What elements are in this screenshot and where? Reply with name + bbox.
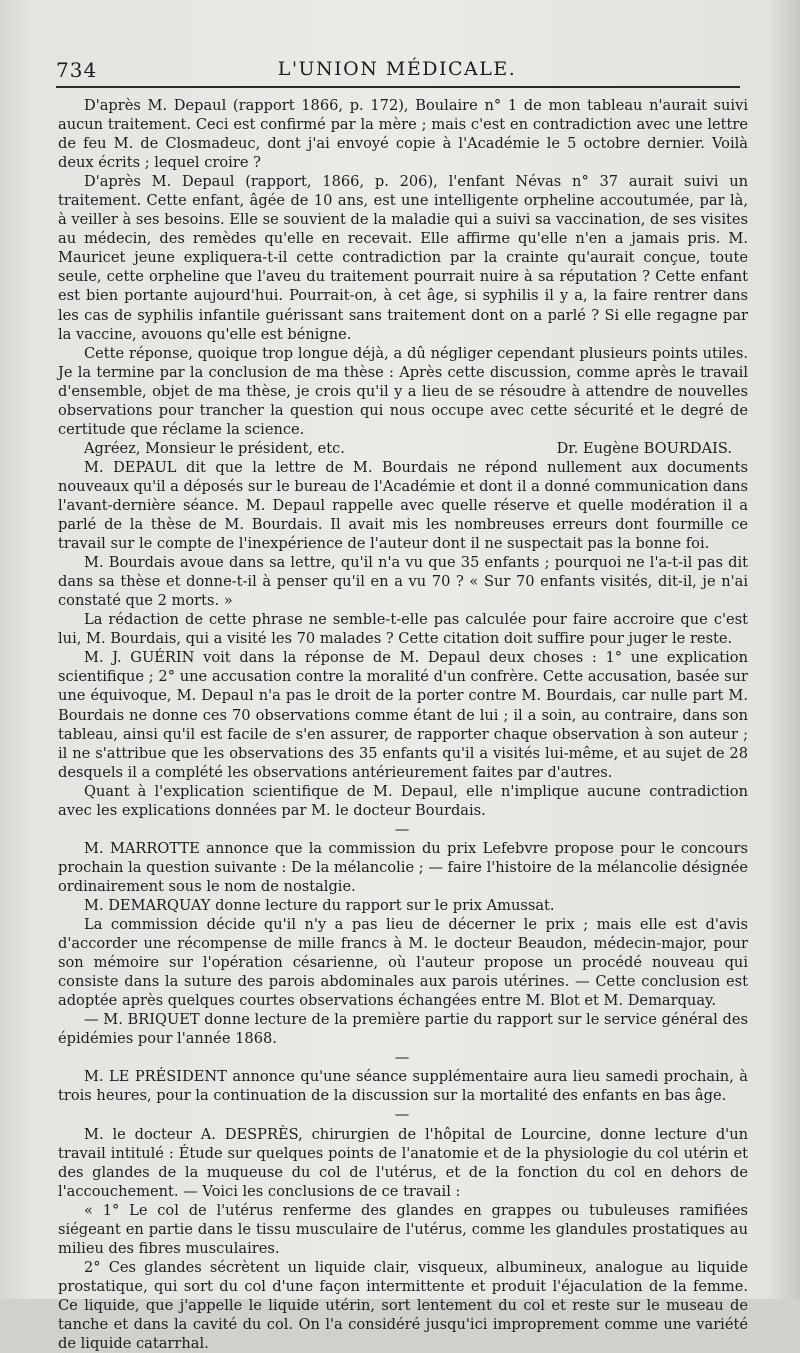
paragraph: M. DEPAUL dit que la lettre de M. Bourdais ne répond nullement aux documents nouveaux qu'il a déposés sur le bureau de l'Académie et dont il a donné communication dans l'avant-dernière séance. M. Depaul rappelle avec quelle réserve et quelle modération il a parlé de la thèse de M. Bourdais. Il avait mis les nombreuses erreurs dont fourmille ce travail sur le compte de l'inexpérience de l'auteur dont il ne suspectait pas la bonne foi. [58, 458, 748, 553]
paragraph: — M. BRIQUET donne lecture de la première partie du rapport sur le service général des épidémies pour l'année 1868. [58, 1011, 748, 1048]
paragraph: La commission décide qu'il n'y a pas lieu de décerner le prix ; mais elle est d'avis d'accorder une récompense de mille francs à M. le docteur Beaudon, médecin-major, pour son mémoire sur l'opération césarienne, où l'auteur propose un procédé nouveau qui consiste dans la suture des parois abdominales aux parois utérines. — Cette conclusion est adoptée après quelques courtes observations échangées entre M. Blot et M. Demarquay. [58, 916, 748, 1010]
paragraph: 2° Ces glandes sécrètent un liquide clair, visqueux, albumineux, analogue au liquide prostatique, qui sort du col d'une façon intermittente et produit l'éjaculation de la femme. Ce liquide, que j'appelle le liquide utérin, sort lentement du col et reste sur le museau de tanche et dans la cavité du col. On l'a considéré jusqu'ici improprement comme une variété de liquide catarrhal. [58, 1258, 748, 1353]
paragraph: D'après M. Depaul (rapport, 1866, p. 206), l'enfant Névas n° 37 aurait suivi un traitement. Cette enfant, âgée de 10 ans, est une intelligente orpheline accoutumée, par là, à veiller à ses besoins. Elle se souvient de la maladie qui a suivi sa vaccination, de ses visites au médecin, des remèdes qu'elle en recevait. Elle affirme qu'elle n'en a jamais pris. M. Mauricet jeune expliquera-t-il cette contradiction par la crainte qu'aurait conçue, toute seule, cette orpheline que l'aveu du traitement pourrait nuire à sa réputation ? Cette enfant est bien portante aujourd'hui. Pourrait-on, à cet âge, si syphilis il y a, la faire rentrer dans les cas de syphilis infantile guérissant sans traitement dont on a parlé ? Si elle regagne par la vaccine, avouons qu'elle est bénigne. [58, 173, 748, 343]
section-separator: — [394, 1049, 412, 1067]
paragraph: M. MARROTTE annonce que la commission du prix Lefebvre propose pour le concours prochain la question suivante : De la mélancolie ; — faire l'histoire de la mélancolie désignée ordinairement sous le nom de nostalgie. [58, 839, 748, 895]
signature: Dr. Eugène BOURDAIS. [556, 439, 732, 457]
paragraph: D'après M. Depaul (rapport 1866, p. 172), Boulaire n° 1 de mon tableau n'aurait suivi aucun traitement. Ceci est confirmé par la mère ; mais c'est en contradiction avec une lettre de feu M. de Closmadeuc, dont j'ai envoyé copie à l'Académie le 5 octobre dernier. Voilà deux écrits ; lequel croire ? [58, 97, 748, 172]
paragraph: Quant à l'explication scientifique de M. Depaul, elle n'implique aucune contradiction avec les explications données par M. le docteur Bourdais. [58, 782, 748, 819]
section-separator: — [394, 820, 412, 838]
paragraph: M. LE PRÉSIDENT annonce qu'une séance supplémentaire aura lieu samedi prochain, à trois heures, pour la continuation de la discussion sur la mortalité des enfants en bas âge. [58, 1068, 748, 1105]
page-header [56, 58, 738, 84]
page-number: 734 [56, 58, 98, 82]
paragraph: « 1° Le col de l'utérus renferme des glandes en grappes ou tubuleuses ramifiées siégeant en partie dans le tissu musculaire de l'utérus, comme les glandules prostatiques au milieu des fibres musculaires. [58, 1201, 748, 1257]
paragraph: M. Bourdais avoue dans sa lettre, qu'il n'a vu que 35 enfants ; pourquoi ne l'a-t-il pas dit dans sa thèse et donne-t-il à penser qu'il en a vu 70 ? « Sur 70 enfants visités, dit-il, je n'ai constaté que 2 morts. » [58, 554, 748, 610]
paragraph: Cette réponse, quoique trop longue déjà, a dû négliger cependant plusieurs points utiles. Je la termine par la conclusion de ma thèse : Après cette discussion, comme après le travail d'ensemble, objet de ma thèse, je crois qu'il y a lieu de se résoudre à attendre de nouvelles observations pour trancher la question qui nous occupe avec cette sécurité et le degré de certitude que réclame la science. [58, 344, 748, 438]
closing-line [58, 439, 748, 458]
paragraph: M. J. GUÉRIN voit dans la réponse de M. Depaul deux choses : 1° une explication scientifique ; 2° une accusation contre la moralité d'un confrère. Cette accusation, basée sur une équivoque, M. Depaul n'a pas le droit de la porter contre M. Bourdais, car nulle part M. Bourdais ne donne ces 70 observations comme étant de lui ; il a soin, au contraire, dans son tableau, ainsi qu'il est facile de s'en assurer, de rapporter chaque observation à son auteur ; il ne s'attribue que les observations des 35 enfants qu'il a visités lui-même, et au sujet de 28 desquels il a complété les observations antérieurement faites par d'autres. [58, 649, 748, 781]
section-separator: — [394, 1106, 412, 1124]
paragraph: M. DEMARQUAY donne lecture du rapport sur le prix Amussat. [84, 896, 555, 914]
paragraph: M. le docteur A. DESPRÈS, chirurgien de l'hôpital de Lourcine, donne lecture d'un travail intitulé : Étude sur quelques points de l'anatomie et de la physiologie du col utérin et des glandes de la muqueuse du col de l'utérus, et de la fonction du col en dehors de l'accouchement. — Voici les conclusions de ce travail : [58, 1125, 748, 1200]
article-body [58, 96, 748, 1353]
running-title: L'UNION MÉDICALE. [277, 58, 517, 80]
closing-formula: Agréez, Monsieur le président, etc. [84, 439, 345, 457]
header-rule [56, 86, 740, 88]
paragraph: La rédaction de cette phrase ne semble-t-elle pas calculée pour faire accroire que c'est lui, M. Bourdais, qui a visité les 70 malades ? Cette citation doit suffire pour juger le reste. [58, 611, 748, 648]
